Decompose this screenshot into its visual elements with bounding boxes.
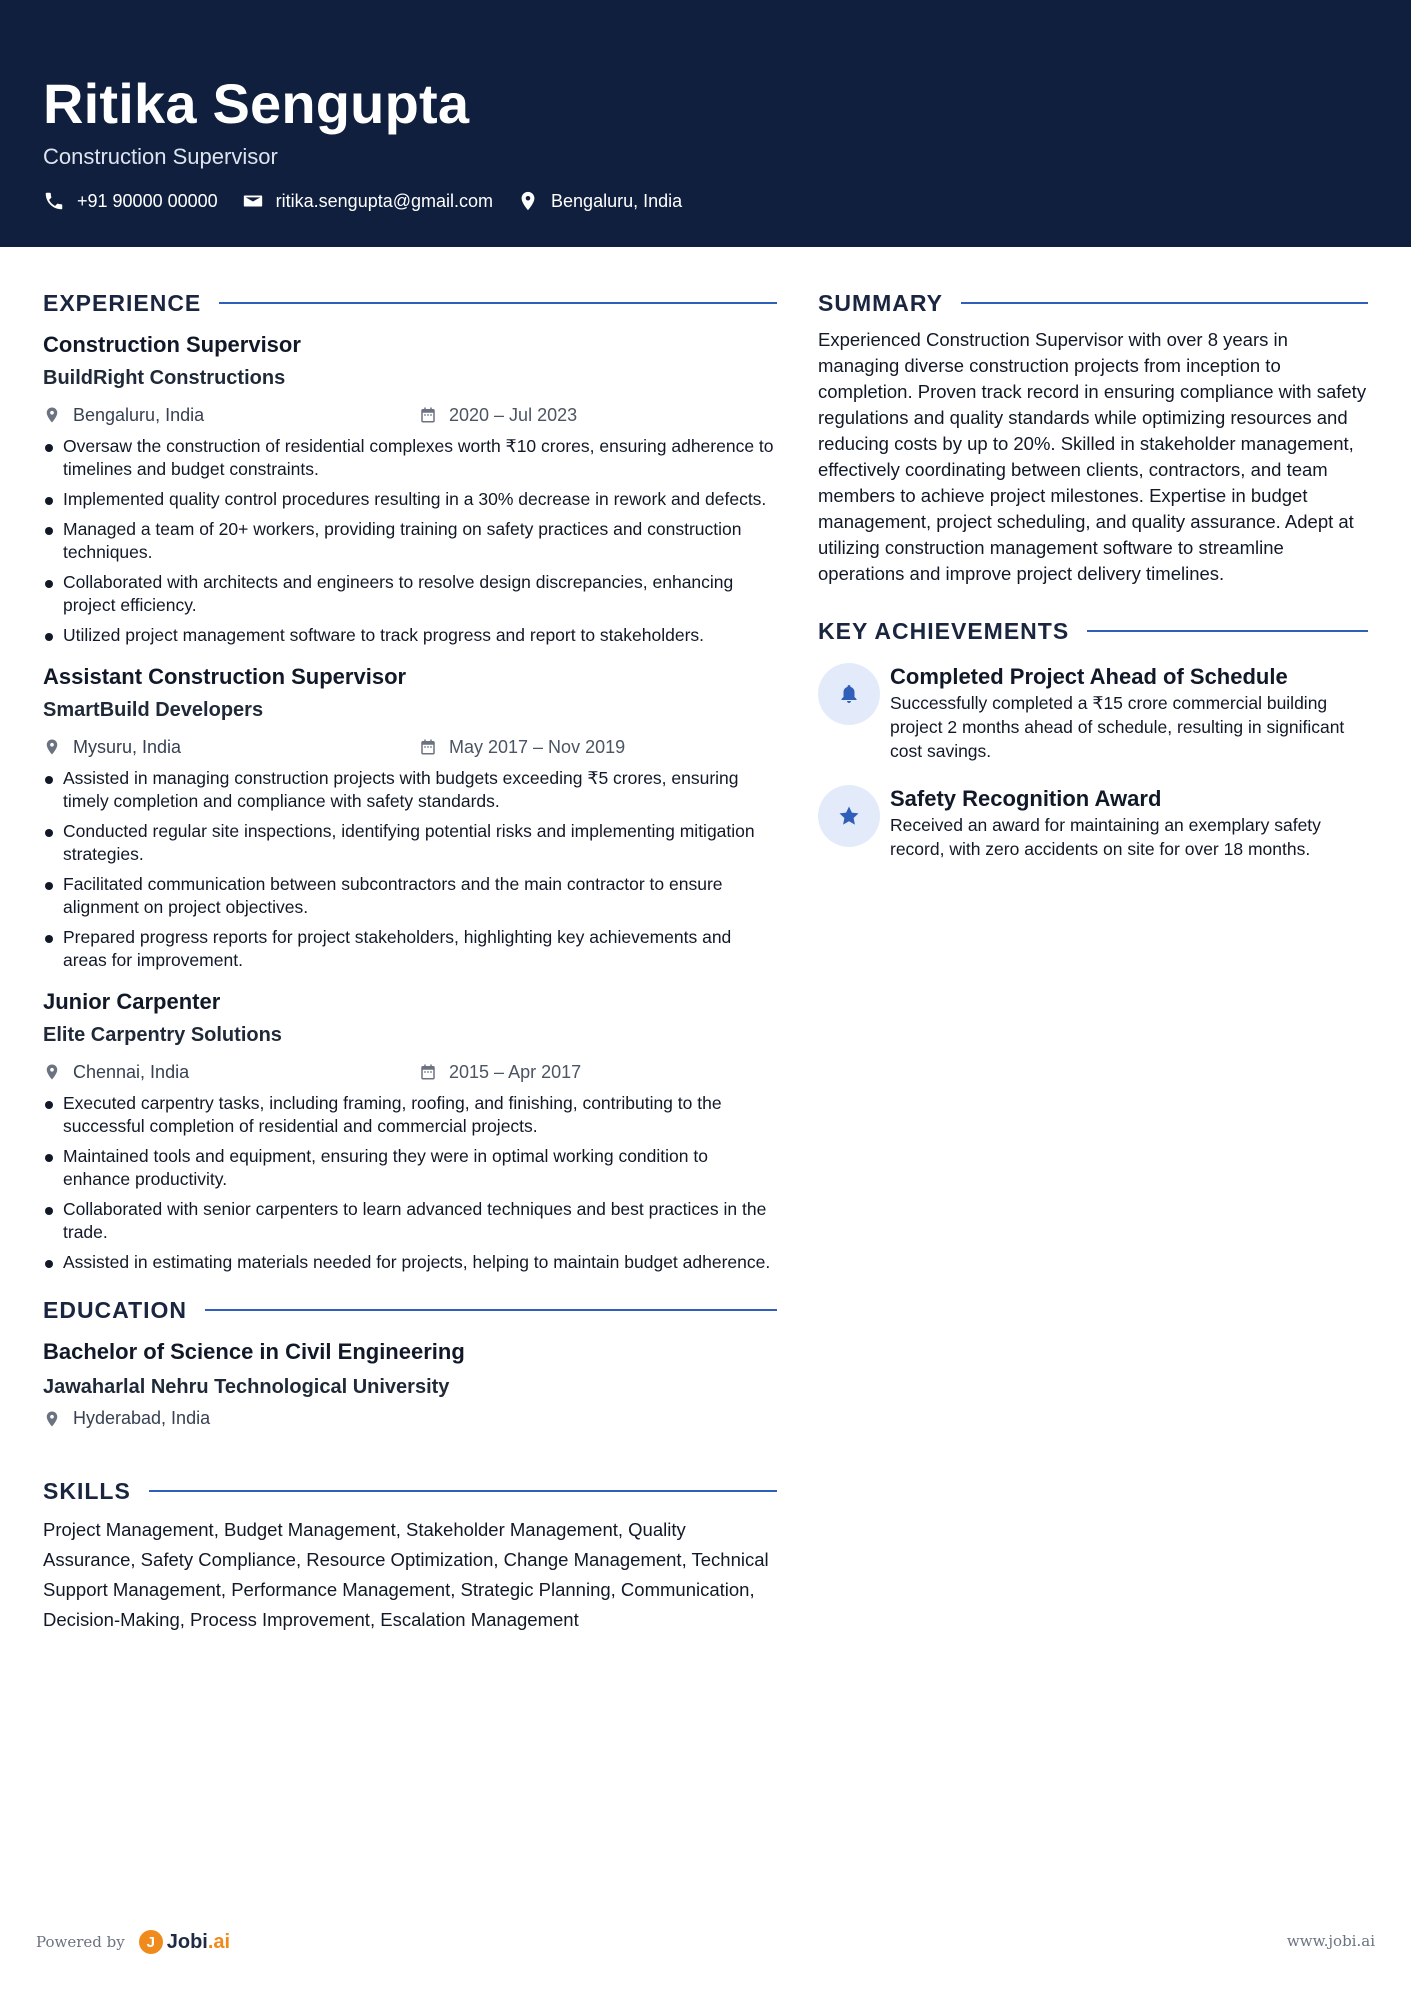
list-item: Utilized project management software to track progress and report to stakeholders. — [43, 624, 777, 647]
job-meta — [43, 1060, 777, 1084]
education-heading — [43, 1292, 777, 1328]
experience-list — [43, 329, 777, 1274]
list-item: Collaborated with senior carpenters to learn advanced techniques and best practices in the trade. — [43, 1198, 777, 1244]
location-pin-icon — [43, 738, 61, 756]
achievement-title: Safety Recognition Award — [890, 786, 1162, 811]
section-title: EXPERIENCE — [43, 289, 202, 316]
candidate-name: Ritika Sengupta — [43, 72, 470, 135]
summary-heading — [818, 285, 1368, 321]
bell-icon — [837, 682, 861, 706]
experience-entry — [43, 661, 777, 972]
job-title: Construction Supervisor — [43, 332, 301, 357]
achievement-icon-badge — [818, 663, 880, 725]
star-icon — [837, 804, 861, 828]
section-title: SUMMARY — [818, 289, 943, 316]
jobi-logo-icon: J — [139, 1930, 163, 1954]
location-pin-icon — [43, 406, 61, 424]
experience-entry — [43, 986, 777, 1274]
job-meta — [43, 735, 777, 759]
job-location-text: Chennai, India — [73, 1061, 190, 1082]
location-pin-icon — [43, 1410, 61, 1428]
company-name: SmartBuild Developers — [43, 699, 264, 721]
job-bullets — [43, 767, 777, 972]
experience-heading — [43, 285, 777, 321]
location-pin-icon — [43, 1063, 61, 1081]
phone-text: +91 90000 00000 — [77, 190, 218, 211]
achievement-description: Received an award for maintaining an exemplary safety record, with zero accidents on site for over 18 months. — [890, 815, 1321, 859]
education-location — [43, 1408, 777, 1429]
right-column — [818, 285, 1368, 861]
company-name: Elite Carpentry Solutions — [43, 1024, 282, 1046]
section-rule — [219, 302, 777, 304]
achievement-description: Successfully completed a ₹15 crore commercial building project 2 months ahead of schedule, resulting in significant cost savings. — [890, 693, 1345, 761]
phone-icon — [43, 190, 65, 212]
section-title: SKILLS — [43, 1477, 131, 1504]
calendar-icon — [419, 406, 437, 424]
company-name: BuildRight Constructions — [43, 367, 286, 389]
left-column — [43, 285, 777, 1635]
achievement-item — [818, 785, 1368, 861]
section-rule — [149, 1490, 777, 1492]
job-dates — [419, 737, 625, 758]
achievement-title: Completed Project Ahead of Schedule — [890, 664, 1288, 689]
list-item: Oversaw the construction of residential complexes worth ₹10 crores, ensuring adherence to timelines and budget constraints. — [43, 435, 777, 481]
calendar-icon — [419, 738, 437, 756]
contact-location — [517, 190, 682, 212]
footer-website-link[interactable]: www.jobi.ai — [1286, 1932, 1375, 1950]
job-title: Assistant Construction Supervisor — [43, 664, 407, 689]
list-item: Executed carpentry tasks, including framing, roofing, and finishing, contributing to the successful completion of residential and commercial projects. — [43, 1092, 777, 1138]
job-dates-text: 2020 – Jul 2023 — [449, 404, 578, 425]
list-item: Maintained tools and equipment, ensuring they were in optimal working condition to enhance productivity. — [43, 1145, 777, 1191]
mail-icon — [242, 190, 264, 212]
achievement-body — [890, 785, 1368, 861]
job-bullets — [43, 1092, 777, 1274]
education-degree: Bachelor of Science in Civil Engineering — [43, 1339, 465, 1364]
job-location — [43, 737, 419, 758]
contact-phone — [43, 190, 218, 212]
candidate-role: Construction Supervisor — [43, 144, 278, 169]
summary-text: Experienced Construction Supervisor with over 8 years in managing diverse construction projects from inception to completion. Proven track record in ensuring compliance with safety regulations and quality standards while optimizing resources and reducing costs by up to 20%. Skilled in stakeholder management, effectively coordinating between clients, contractors, and team members to achieve project milestones. Expertise in budget management, project scheduling, and quality assurance. Adept at utilizing construction management software to streamline operations and improve project delivery timelines. — [818, 329, 1367, 584]
section-title: EDUCATION — [43, 1296, 188, 1323]
location-pin-icon — [517, 190, 539, 212]
job-location — [43, 1062, 419, 1083]
skills-list: Project Management, Budget Management, Stakeholder Management, Quality Assurance, Safety Compliance, Resource Optimization, Change Management, Technical Support Management, Performance Management, Strategic Planning, Communication, Decision-Making, Process Improvement, Escalation Management — [43, 1519, 769, 1630]
list-item: Collaborated with architects and engineers to resolve design discrepancies, enhancing project efficiency. — [43, 571, 777, 617]
job-bullets — [43, 435, 777, 647]
jobi-logo[interactable] — [139, 1930, 230, 1954]
list-item: Managed a team of 20+ workers, providing training on safety practices and construction techniques. — [43, 518, 777, 564]
job-meta — [43, 403, 777, 427]
job-dates — [419, 1062, 581, 1083]
job-dates-text: 2015 – Apr 2017 — [449, 1061, 582, 1082]
job-location-text: Bengaluru, India — [73, 404, 205, 425]
list-item: Facilitated communication between subcontractors and the main contractor to ensure alignment on project objectives. — [43, 873, 777, 919]
experience-entry — [43, 329, 777, 647]
powered-by-text: Powered by — [36, 1933, 125, 1951]
list-item: Assisted in managing construction projects with budgets exceeding ₹5 crores, ensuring timely completion and compliance with safety standards. — [43, 767, 777, 813]
location-text: Bengaluru, India — [551, 190, 683, 211]
list-item: Conducted regular site inspections, identifying potential risks and implementing mitigation strategies. — [43, 820, 777, 866]
footer-powered-by — [36, 1930, 230, 1954]
achievement-item — [818, 663, 1368, 763]
contact-email — [242, 190, 493, 212]
resume-header — [0, 0, 1411, 247]
job-dates-text: May 2017 – Nov 2019 — [449, 736, 626, 757]
section-title: KEY ACHIEVEMENTS — [818, 617, 1070, 644]
email-text: ritika.sengupta@gmail.com — [275, 190, 494, 211]
education-location-text: Hyderabad, India — [73, 1408, 211, 1428]
contact-bar — [43, 190, 706, 212]
jobi-logo-suffix: .ai — [207, 1930, 231, 1953]
section-rule — [205, 1309, 777, 1311]
list-item: Assisted in estimating materials needed for projects, helping to maintain budget adherence. — [43, 1251, 777, 1274]
job-title: Junior Carpenter — [43, 989, 221, 1014]
list-item: Implemented quality control procedures resulting in a 30% decrease in rework and defects. — [43, 488, 777, 511]
achievement-icon-badge — [818, 785, 880, 847]
section-rule — [961, 302, 1368, 304]
list-item: Prepared progress reports for project stakeholders, highlighting key achievements and areas for improvement. — [43, 926, 777, 972]
achievement-body — [890, 663, 1368, 763]
job-location-text: Mysuru, India — [73, 736, 182, 757]
education-school: Jawaharlal Nehru Technological University — [43, 1376, 450, 1398]
achievements-heading — [818, 613, 1368, 649]
jobi-logo-name: Jobi — [166, 1930, 208, 1953]
job-location — [43, 405, 419, 426]
section-rule — [1087, 630, 1368, 632]
job-dates — [419, 405, 577, 426]
calendar-icon — [419, 1063, 437, 1081]
skills-heading — [43, 1473, 777, 1509]
